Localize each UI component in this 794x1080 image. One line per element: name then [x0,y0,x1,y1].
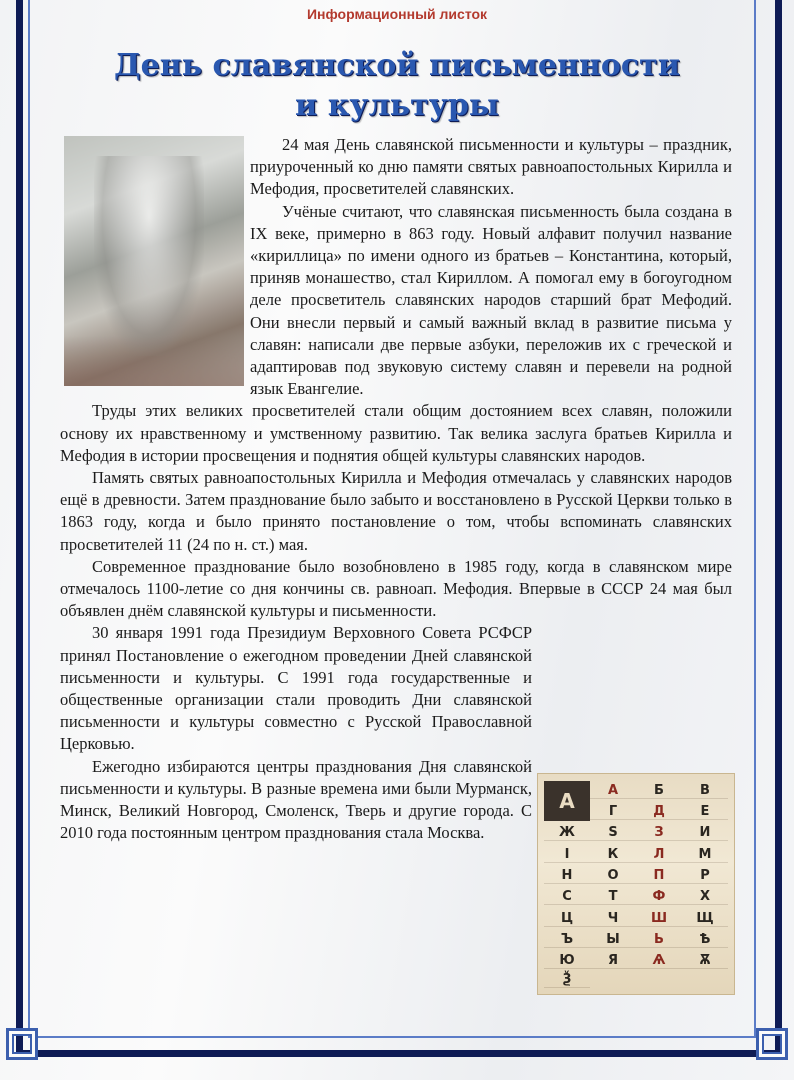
alphabet-letter: Р [682,868,728,884]
alphabet-letter: Ѧ [636,953,682,969]
alphabet-initial-letter: А [544,781,590,821]
alphabet-letter: Ш [636,911,682,927]
paragraph-2: Учёные считают, что славянская письменность была создана в IX веке, примерно в 863 году. Новый алфавит получил название «кириллица» по имени одного из братьев – Константина, который, приняв монашество, стал Кириллом. А помогал ему в богоугодном деле просветитель славянских народов старший брат Мефодий. Они внесли первый и самый важный вклад в развитие письма у славян: написали две первые азбуки, переложив их с греческой и адаптировав под звуковую систему славян и перевели на родной язык Евангелие. [250,201,732,399]
alphabet-letter: Х [682,889,728,905]
alphabet-letter: П [636,868,682,884]
alphabet-letter: О [590,868,636,884]
alphabet-letter: І [544,847,590,863]
alphabet-letter: Я [590,953,636,969]
alphabet-letter: Ч [590,911,636,927]
alphabet-letter: К [590,847,636,863]
alphabet-letter: Ѣ [682,932,728,948]
paragraph-1: 24 мая День славянской письменности и культуры – праздник, приуроченный ко дню памяти святых равноапостольных Кирилла и Мефодия, просветителей славянских. [250,135,732,199]
alphabet-letter: Ц [544,911,590,927]
corner-ornament-right [756,1028,788,1060]
alphabet-letter: И [682,825,728,841]
alphabet-letter: Е [682,804,728,820]
title-line-1: День славянской письменности [113,48,680,83]
alphabet-grid [544,780,728,988]
old-slavonic-alphabet-image [537,773,735,995]
alphabet-letter: Ж [544,825,590,841]
alphabet-letter: З [636,825,682,841]
alphabet-letter: Ѕ [590,825,636,841]
alphabet-letter: Ъ [544,932,590,948]
info-sheet-label: Информационный листок [306,6,488,22]
alphabet-letter: Б [636,783,682,799]
title-line-2: и культуры [295,88,499,123]
alphabet-letter: Д [636,804,682,820]
alphabet-letter: Т [590,889,636,905]
alphabet-letter: Щ [682,911,728,927]
paragraph-5: Современное празднование было возобновлено в 1985 году, когда в славянском мире отмечалось 1100-летие со дня кончины св. равноап. Мефодия. Впервые в СССР 24 мая был объявлен днём славянской культуры и письменности. [60,556,732,621]
alphabet-letter: Л [636,847,682,863]
page-title [60,46,734,126]
alphabet-letter: С [544,889,590,905]
alphabet-letter: А [590,783,636,799]
alphabet-letter: Ѫ [682,953,728,969]
alphabet-letter: Ю [544,953,590,969]
alphabet-letter: Н [544,868,590,884]
alphabet-letter: Ы [590,932,636,948]
paragraph-6: 30 января 1991 года Президиум Верховного Совета РСФСР принял Постановление о ежегодном проведении Дней славянской письменности и культуры. С 1991 года государственные и общественные организации стали проводить Дни славянской письменности и культуры совместно с Русской Православной Церковью. [60,623,532,754]
alphabet-letter: Ф [636,889,682,905]
alphabet-letter: Ь [636,932,682,948]
paragraph-7: Ежегодно избираются центры празднования Дня славянской письменности и культуры. В разные времена ими были Мурманск, Минск, Великий Новгород, Смоленск, Тверь и другие города. С 2010 года постоянным центром празднования стала Москва. [60,756,532,843]
alphabet-letter: В [682,783,728,799]
article-body [60,134,732,845]
corner-ornament-left [6,1028,38,1060]
alphabet-letter: М [682,847,728,863]
alphabet-letter: Г [590,804,636,820]
paragraph-3: Труды этих великих просветителей стали общим достоянием всех славян, положили основу их нравственному и умственному развитию. Так велика заслуга братьев Кирилла и Мефодия в истории просвещения и поднятия общей культуры славянских народов. [60,401,732,465]
paragraph-4: Память святых равноапостольных Кирилла и Мефодия отмечалась у славянских народов ещё в древности. Затем празднование было забыто и восстановлено в Русской Церкви только в 1863 году, когда и было принято постановление о том, чтобы вспоминать славянских просветителей 11 (24 по н. ст.) мая. [60,468,732,554]
alphabet-letter: Ѯ [544,972,590,988]
